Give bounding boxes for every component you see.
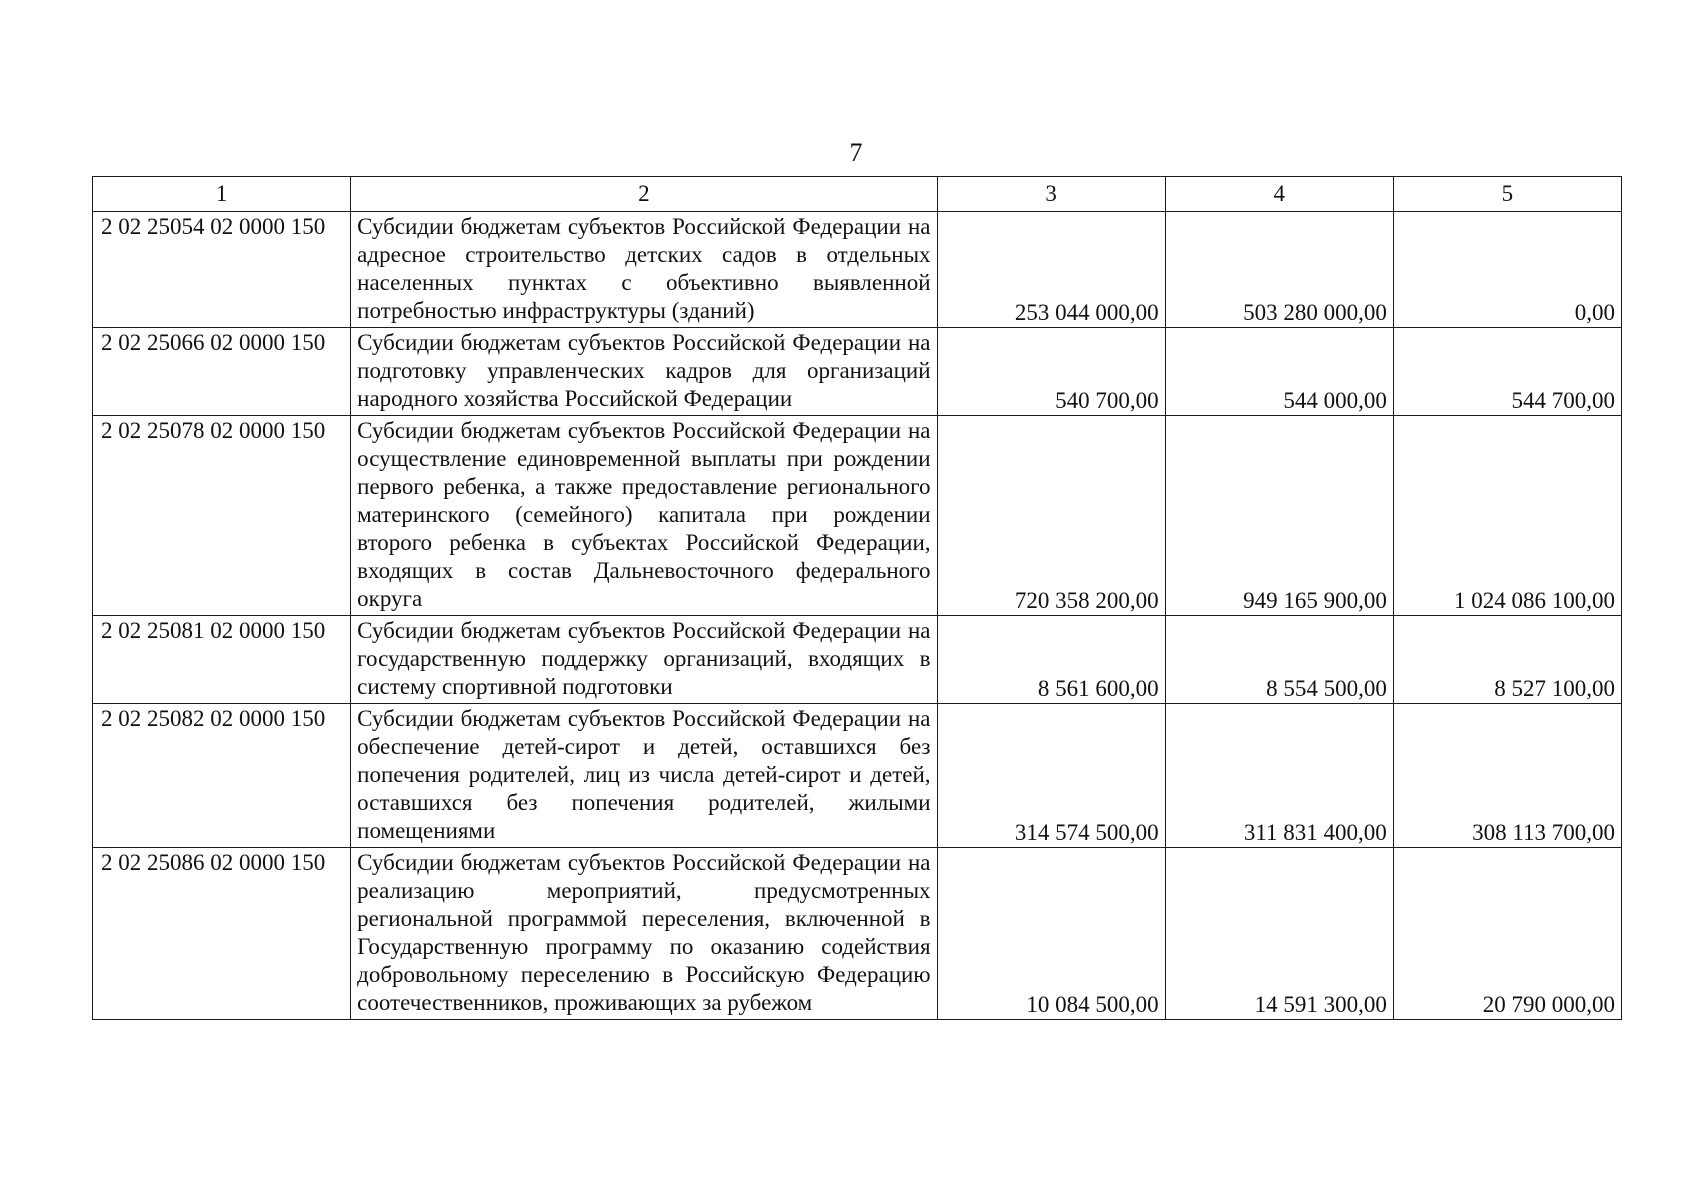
column-header-1: 1 — [93, 177, 351, 212]
amount-col5-cell: 544 700,00 — [1393, 328, 1621, 416]
budget-code-cell: 2 02 25086 02 0000 150 — [93, 848, 351, 1020]
amount-col4-cell: 949 165 900,00 — [1165, 416, 1393, 616]
amount-col5-cell: 308 113 700,00 — [1393, 704, 1621, 848]
table-row — [93, 212, 1622, 328]
budget-code-cell: 2 02 25082 02 0000 150 — [93, 704, 351, 848]
amount-col4-cell: 544 000,00 — [1165, 328, 1393, 416]
amount-col4-cell: 8 554 500,00 — [1165, 616, 1393, 704]
table-row — [93, 848, 1622, 1020]
page-number: 7 — [849, 138, 863, 167]
column-header-2: 2 — [351, 177, 937, 212]
budget-table — [92, 176, 1622, 1020]
amount-col5-cell: 0,00 — [1393, 212, 1621, 328]
column-header-3: 3 — [937, 177, 1165, 212]
table-row — [93, 704, 1622, 848]
amount-col5-cell: 20 790 000,00 — [1393, 848, 1621, 1020]
description-cell: Субсидии бюджетам субъектов Российской Федерации на адресное строительство детских садов в отдельных населенных пунктах с объективно выявленной потребностью инфраструктуры (зданий) — [351, 212, 937, 328]
description-cell: Субсидии бюджетам субъектов Российской Федерации на реализацию мероприятий, предусмотренных региональной программой переселения, включенной в Государственную программу по оказанию содействия добровольному переселению в Российскую Федерацию соотечественников, проживающих за рубежом — [351, 848, 937, 1020]
amount-col3-cell: 10 084 500,00 — [937, 848, 1165, 1020]
amount-col3-cell: 8 561 600,00 — [937, 616, 1165, 704]
description-cell: Субсидии бюджетам субъектов Российской Федерации на осуществление единовременной выплаты при рождении первого ребенка, а также предоставление регионального материнского (семейного) капитала при рождении второго ребенка в субъектах Российской Федерации, входящих в состав Дальневосточного федерального округа — [351, 416, 937, 616]
budget-code-cell: 2 02 25054 02 0000 150 — [93, 212, 351, 328]
amount-col3-cell: 540 700,00 — [937, 328, 1165, 416]
amount-col4-cell: 14 591 300,00 — [1165, 848, 1393, 1020]
budget-code-cell: 2 02 25081 02 0000 150 — [93, 616, 351, 704]
table-row — [93, 616, 1622, 704]
budget-code-cell: 2 02 25078 02 0000 150 — [93, 416, 351, 616]
amount-col3-cell: 253 044 000,00 — [937, 212, 1165, 328]
column-header-5: 5 — [1393, 177, 1621, 212]
amount-col3-cell: 314 574 500,00 — [937, 704, 1165, 848]
description-cell: Субсидии бюджетам субъектов Российской Федерации на государственную поддержку организаций, входящих в систему спортивной подготовки — [351, 616, 937, 704]
table-header-row — [93, 177, 1622, 212]
table-row — [93, 328, 1622, 416]
amount-col4-cell: 311 831 400,00 — [1165, 704, 1393, 848]
budget-code-cell: 2 02 25066 02 0000 150 — [93, 328, 351, 416]
amount-col5-cell: 8 527 100,00 — [1393, 616, 1621, 704]
description-cell: Субсидии бюджетам субъектов Российской Федерации на обеспечение детей-сирот и детей, оставшихся без попечения родителей, лиц из числа детей-сирот и детей, оставшихся без попечения родителей, жилыми помещениями — [351, 704, 937, 848]
column-header-4: 4 — [1165, 177, 1393, 212]
table-row — [93, 416, 1622, 616]
amount-col3-cell: 720 358 200,00 — [937, 416, 1165, 616]
amount-col4-cell: 503 280 000,00 — [1165, 212, 1393, 328]
amount-col5-cell: 1 024 086 100,00 — [1393, 416, 1621, 616]
description-cell: Субсидии бюджетам субъектов Российской Федерации на подготовку управленческих кадров для организаций народного хозяйства Российской Федерации — [351, 328, 937, 416]
